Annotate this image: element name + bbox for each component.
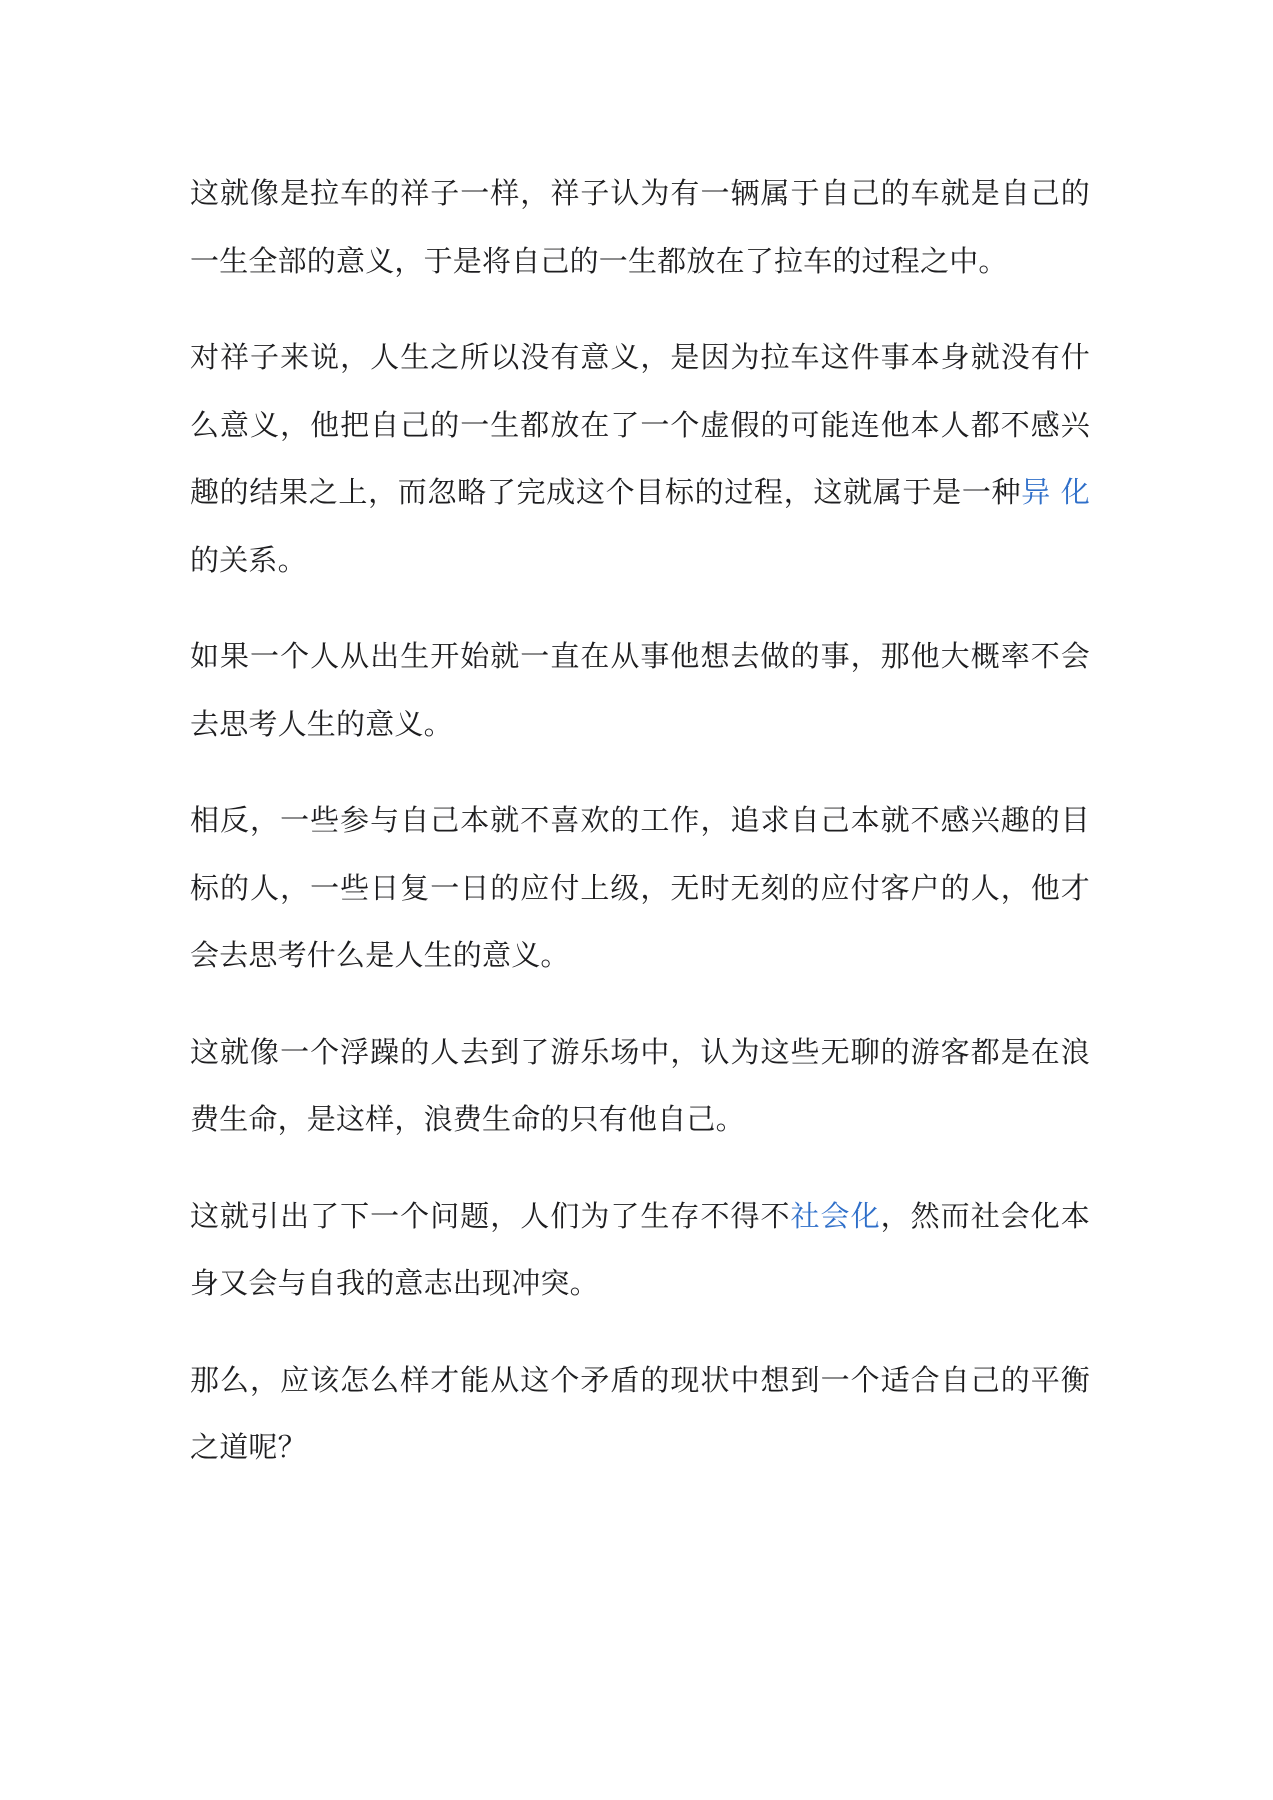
paragraph-2 bbox=[190, 324, 1090, 594]
paragraph-1 bbox=[190, 160, 1090, 295]
paragraph-2-text: 对祥子来说，人生之所以没有意义，是因为拉车这件事本身就没有什么意义，他把自己的一生都放在了一个虚假的可能连他本人都不感兴趣的结果之上，而忽略了完成这个目标的过程，这就属于是一种 bbox=[190, 340, 1090, 509]
paragraph-4-text: 相反，一些参与自己本就不喜欢的工作，追求自己本就不感兴趣的目标的人，一些日复一日的应付上级，无时无刻的应付客户的人，他才会去思考什么是人生的意义。 bbox=[190, 803, 1090, 972]
paragraph-5-text: 这就像一个浮躁的人去到了游乐场中，认为这些无聊的游客都是在浪费生命，是这样，浪费生命的只有他自己。 bbox=[190, 1034, 1090, 1136]
socialization-link[interactable]: 社会化 bbox=[790, 1198, 881, 1233]
paragraph-1-text: 这就像是拉车的祥子一样，祥子认为有一辆属于自己的车就是自己的一生全部的意义，于是将自己的一生都放在了拉车的过程之中。 bbox=[190, 176, 1090, 278]
paragraph-5 bbox=[190, 1019, 1090, 1154]
paragraph-3 bbox=[190, 623, 1090, 758]
paragraph-6-text: 这就引出了下一个问题，人们为了生存不得不 bbox=[190, 1198, 791, 1233]
paragraph-2-text-end: 的关系。 bbox=[190, 542, 307, 577]
alienation-link[interactable]: 异 化 bbox=[1021, 475, 1090, 509]
article-body bbox=[190, 160, 1090, 1511]
paragraph-7-text: 那么，应该怎么样才能从这个矛盾的现状中想到一个适合自己的平衡之道呢？ bbox=[190, 1362, 1090, 1464]
paragraph-3-text: 如果一个人从出生开始就一直在从事他想去做的事，那他大概率不会去思考人生的意义。 bbox=[190, 639, 1090, 741]
paragraph-4 bbox=[190, 787, 1090, 990]
paragraph-6-text-end: ，然而社会化本身又会与自我的意志出现冲突。 bbox=[190, 1198, 1090, 1300]
paragraph-7 bbox=[190, 1347, 1090, 1482]
paragraph-6 bbox=[190, 1183, 1090, 1318]
